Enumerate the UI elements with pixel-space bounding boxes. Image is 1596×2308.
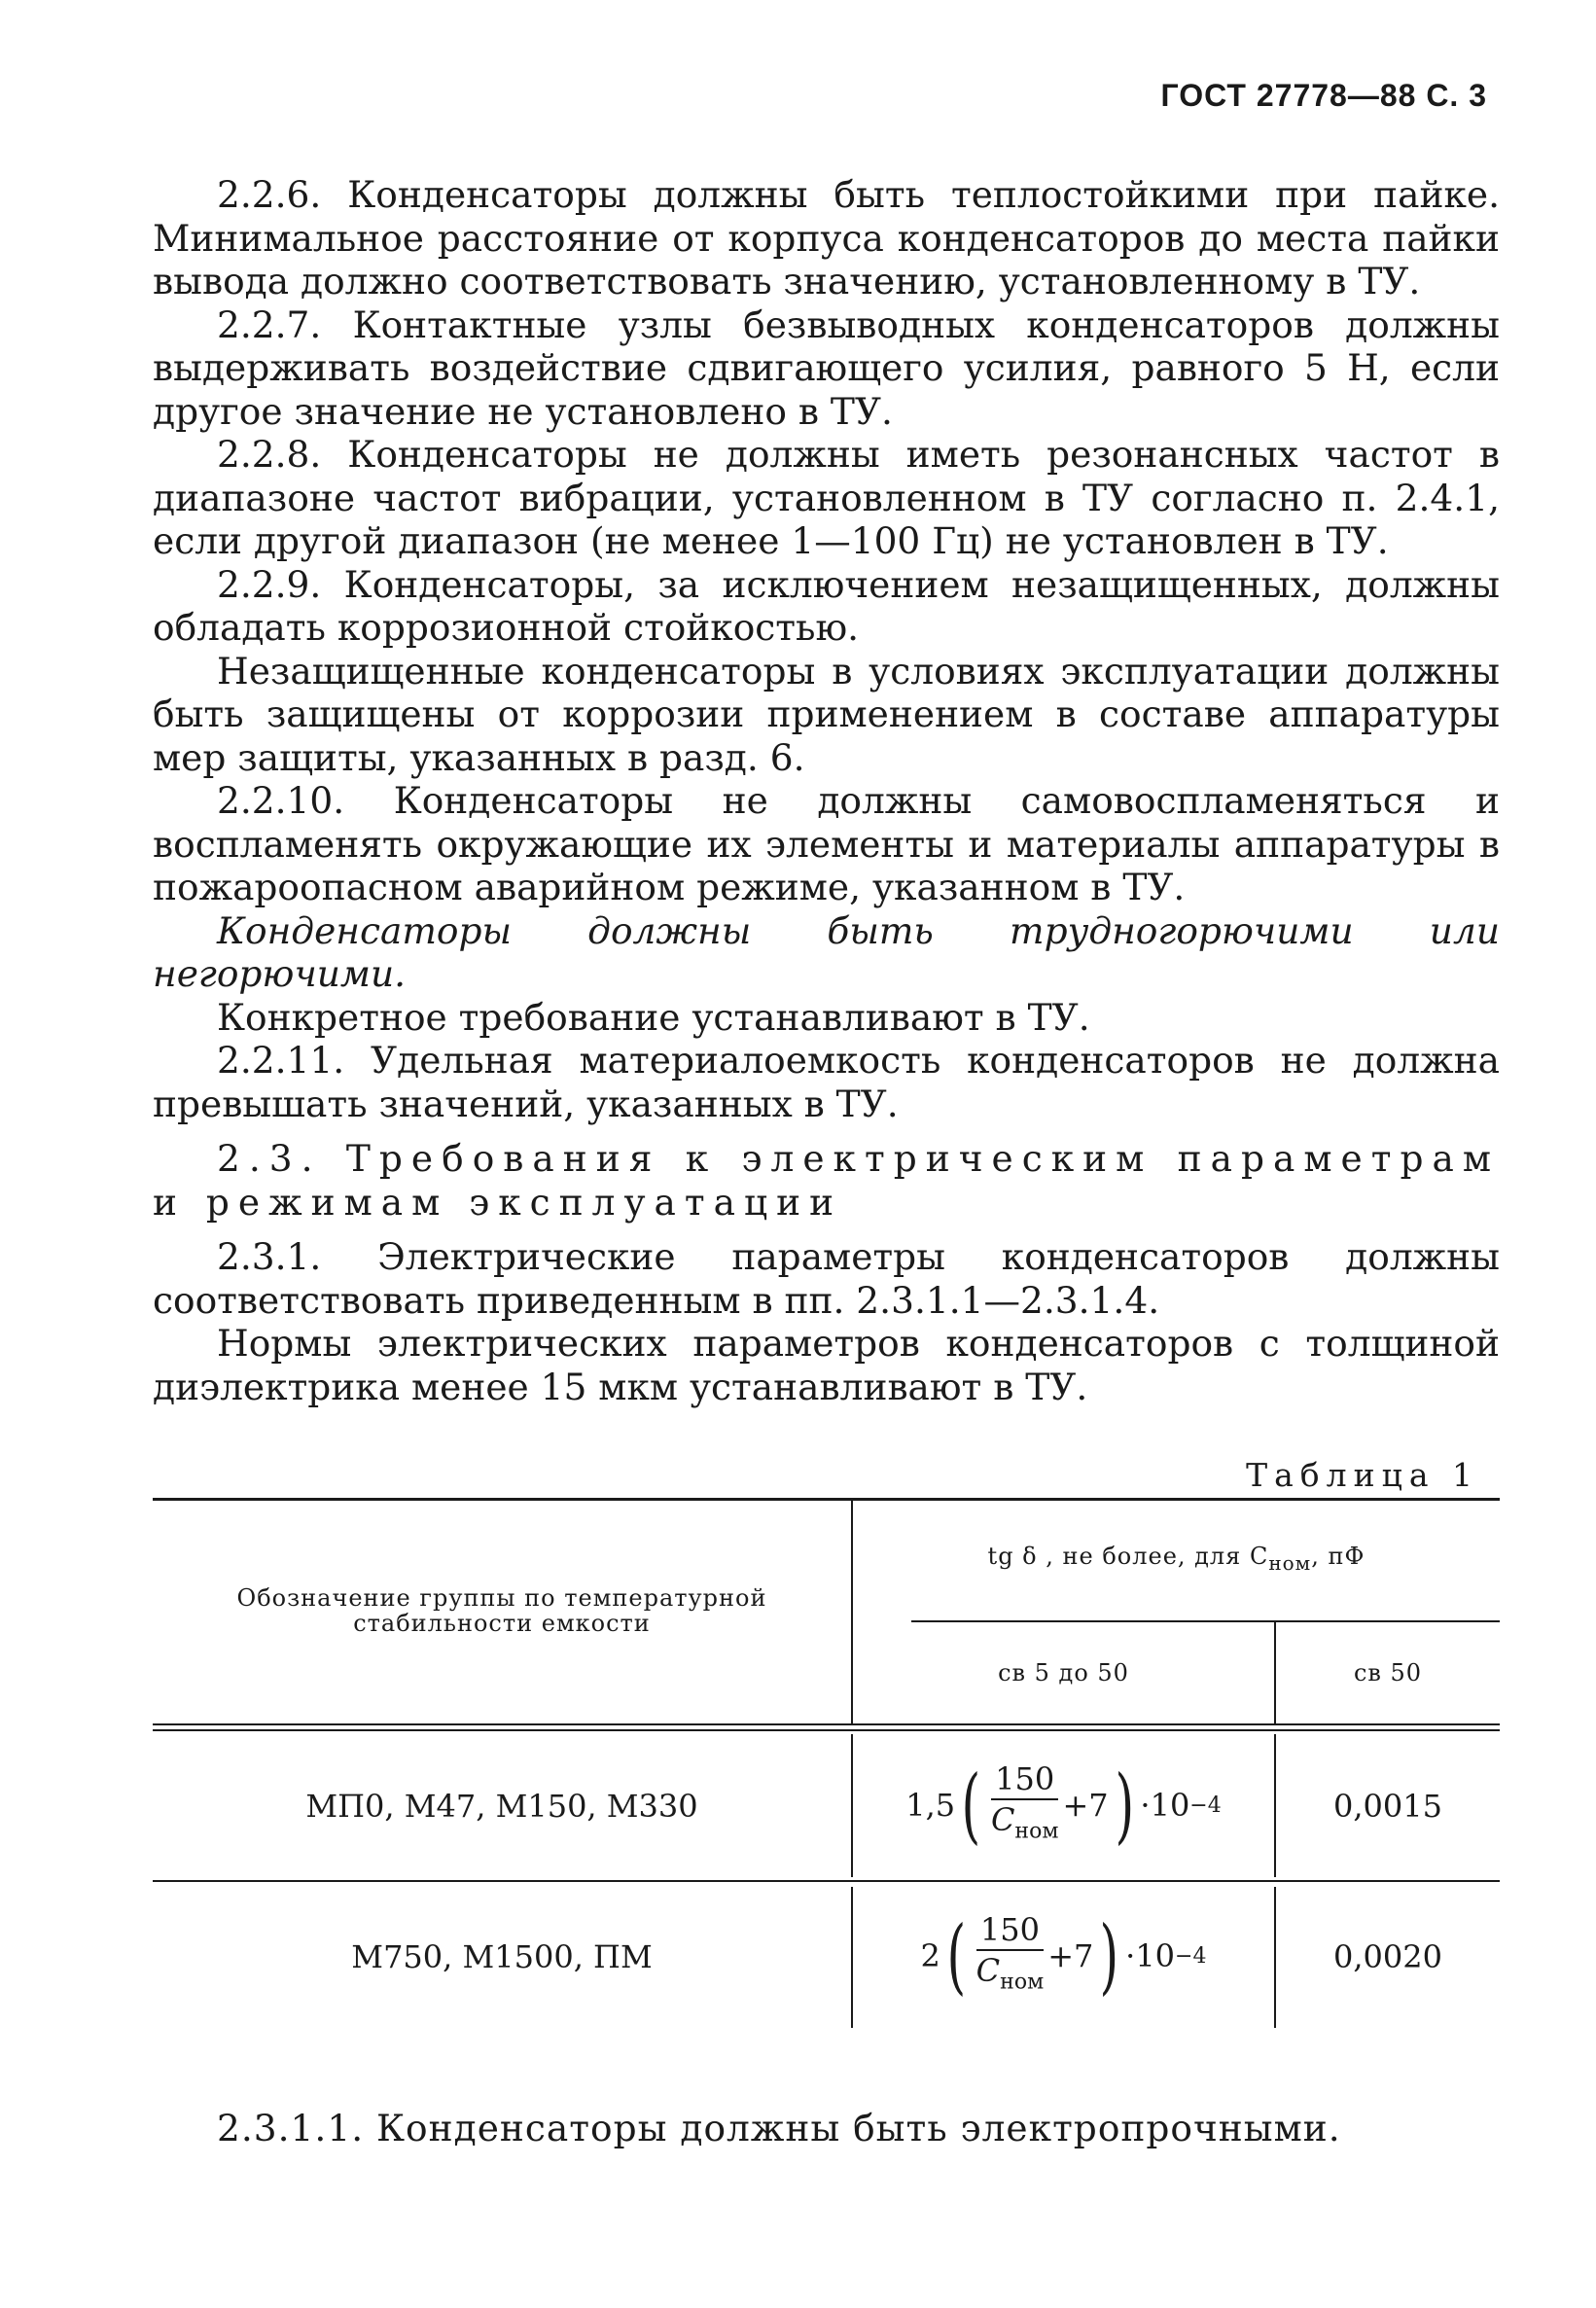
section-heading-2-3: 2.3. Требования к электрическим параметрам и режимам эксплуатации xyxy=(153,1137,1500,1224)
table-1 xyxy=(153,1498,1500,2042)
paragraph-2-3-1: 2.3.1. Электрические параметры конденсаторов должны соответствовать приведенным в пп. 2.3.1.1—2.3.1.4. xyxy=(153,1235,1500,1322)
right-paren-icon: ) xyxy=(1115,1758,1134,1854)
row-2-group-label: М750, М1500, ПМ xyxy=(351,1937,653,1975)
paragraph-2-2-10: 2.2.10. Конденсаторы не должны самовоспламеняться и воспламенять окружающие их элементы и материалы аппаратуры в пожароопасном аварийном режиме, указанном в ТУ. xyxy=(153,779,1500,908)
fraction-2-den: C xyxy=(975,1952,1001,1990)
formula-1-exp: −4 xyxy=(1189,1793,1222,1818)
subheader-label-50: св 50 xyxy=(1353,1659,1423,1687)
table-caption: Таблица 1 xyxy=(1246,1456,1479,1494)
table-row-1-value xyxy=(1276,1731,1500,1880)
paragraph-unprotected: Незащищенные конденсаторы в условиях эксплуатации должны быть защищены от коррозии применением в составе аппаратуры мер защиты, указанных в разд. 6. xyxy=(153,649,1500,779)
right-paren-icon: ) xyxy=(1099,1908,1119,2005)
fraction-2-num: 150 xyxy=(976,1914,1044,1951)
paragraph-thin-dielectric: Нормы электрических параметров конденсаторов с толщиной диэлектрика менее 15 мкм устанавливают в ТУ. xyxy=(153,1322,1500,1408)
table-row-1-group xyxy=(153,1731,851,1880)
formula-2-exp: −4 xyxy=(1175,1943,1207,1969)
paragraph-2-2-11: 2.2.11. Удельная материалоемкость конденсаторов не должна превышать значений, указанных в ТУ. xyxy=(153,1039,1500,1125)
document-header: ГОСТ 27778—88 С. 3 xyxy=(1160,78,1487,113)
tg-header-prefix: tg δ , не более, для C xyxy=(987,1542,1269,1570)
table-header-rule xyxy=(153,1723,1500,1725)
table-header-group-label: Обозначение группы по температурной стабильности емкости xyxy=(236,1584,767,1637)
row-2-value: 0,0020 xyxy=(1333,1937,1442,1975)
table-header-group xyxy=(153,1498,851,1723)
left-paren-icon: ( xyxy=(946,1908,967,2005)
paragraph-flammability: Конденсаторы должны быть трудногорючими или негорючими. xyxy=(153,908,1500,995)
formula-1-mult: ·10 xyxy=(1140,1787,1190,1825)
formula-1-plus: +7 xyxy=(1062,1787,1109,1825)
row-1-value: 0,0015 xyxy=(1333,1787,1442,1825)
tg-header-sub: ном xyxy=(1268,1550,1312,1575)
paragraph-2-2-7: 2.2.7. Контактные узлы безвыводных конденсаторов должны выдерживать воздействие сдвигающего усилия, равного 5 Н, если другое значение не установлено в ТУ. xyxy=(153,302,1500,433)
fraction-2-den-sub: ном xyxy=(1000,1970,1045,1995)
subheader-label-5-50: св 5 до 50 xyxy=(998,1659,1129,1687)
fraction-1-den: C xyxy=(990,1801,1015,1839)
table-header-tg xyxy=(853,1498,1500,1620)
formula-2-coef: 2 xyxy=(920,1937,940,1975)
tg-header-suffix: , пФ xyxy=(1311,1542,1365,1570)
fraction-2 xyxy=(975,1911,1045,1998)
paragraph-2-2-6: 2.2.6. Конденсаторы должны быть теплостойкими при пайке. Минимальное расстояние от корпуса конденсаторов до места пайки вывода должно соответствовать значению, установленному в ТУ. xyxy=(153,173,1500,302)
paragraph-2-2-9: 2.2.9. Конденсаторы, за исключением незащищенных, должны обладать коррозионной стойкостью. xyxy=(153,562,1500,649)
table-row-1-formula xyxy=(853,1731,1274,1880)
row-1-group-label: МП0, М47, М150, М330 xyxy=(305,1787,698,1825)
table-row-2-formula xyxy=(853,1882,1274,2031)
paragraph-2-2-8: 2.2.8. Конденсаторы не должны иметь резонансных частот в диапазоне частот вибрации, установленном в ТУ согласно п. 2.4.1, если другой диапазон (не менее 1—100 Гц) не установлен в ТУ. xyxy=(153,433,1500,562)
table-row-2-group xyxy=(153,1882,851,2031)
table-row-2-value xyxy=(1276,1882,1500,2031)
fraction-1 xyxy=(990,1760,1059,1847)
left-paren-icon: ( xyxy=(961,1758,981,1854)
paragraph-specific-requirement: Конкретное требование устанавливают в ТУ. xyxy=(217,995,1090,1039)
paragraph-2-3-1-1: 2.3.1.1. Конденсаторы должны быть электропрочными. xyxy=(217,2107,1341,2149)
document-body xyxy=(153,173,1500,1408)
formula-2-mult: ·10 xyxy=(1125,1937,1176,1975)
formula-1 xyxy=(905,1758,1222,1854)
fraction-1-num: 150 xyxy=(991,1763,1058,1800)
formula-1-coef: 1,5 xyxy=(905,1787,956,1825)
formula-2 xyxy=(920,1908,1207,2005)
fraction-1-den-sub: ном xyxy=(1014,1819,1059,1844)
table-subheader-50 xyxy=(1276,1622,1500,1723)
table-subheader-5-50 xyxy=(853,1622,1274,1723)
formula-2-plus: +7 xyxy=(1047,1937,1094,1975)
